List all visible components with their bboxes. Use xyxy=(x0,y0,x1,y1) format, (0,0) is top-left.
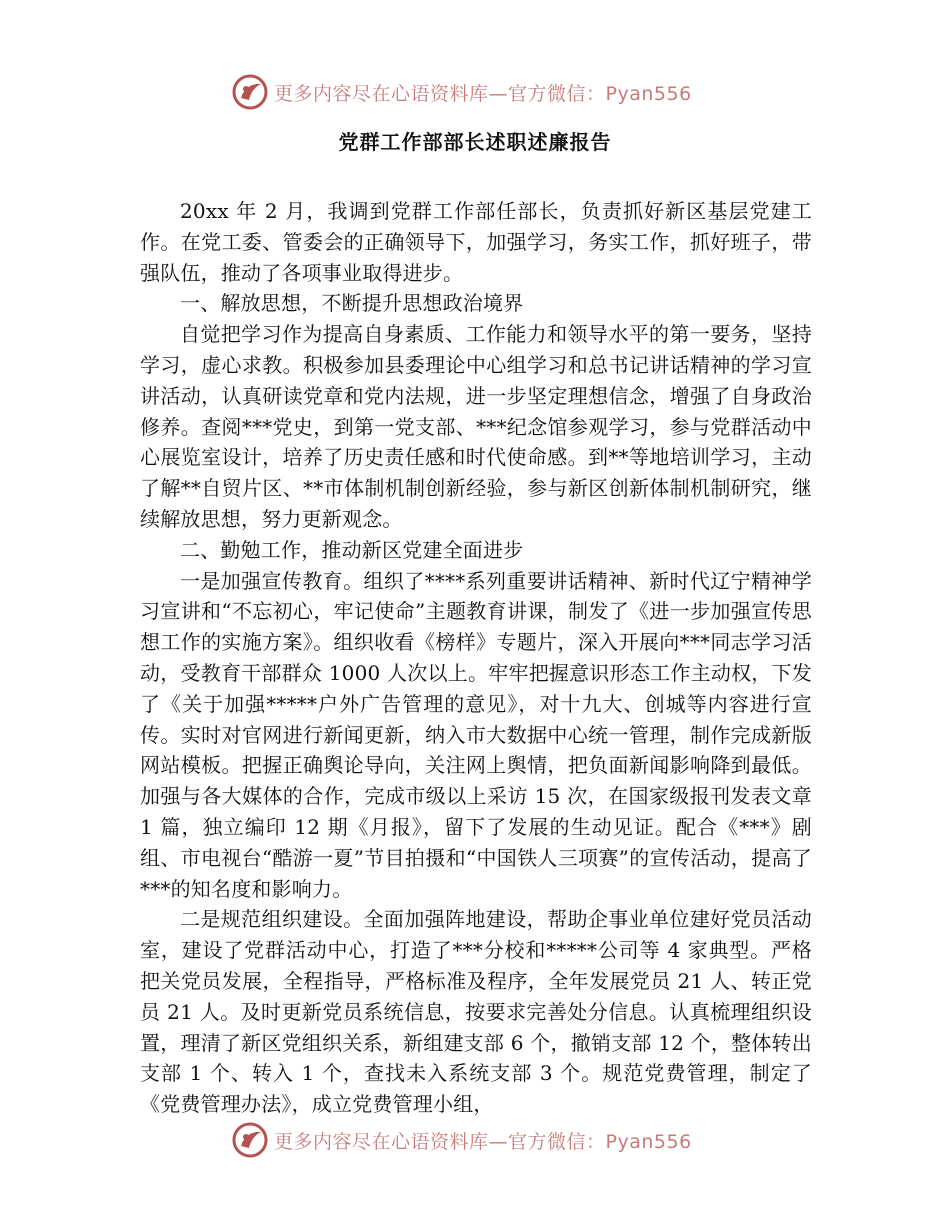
paragraph-study: 自觉把学习作为提高自身素质、工作能力和领导水平的第一要务，坚持学习，虚心求教。积极参加县委理论中心组学习和总书记讲话精神的学习宣讲活动，认真研读党章和党内法规，进一步坚定理想信念，增强了自身政治修养。查阅***党史，到第一党支部、***纪念馆参观学习，参与党群活动中心展览室设计，培养了历史责任感和时代使命感。到**等地培训学习，主动了解**自贸片区、**市体制机制创新经验，参与新区创新体制机制研究，继续解放思想，努力更新观念。 xyxy=(140,322,812,531)
paragraph-publicity: 一是加强宣传教育。组织了****系列重要讲话精神、新时代辽宁精神学习宣讲和“不忘初心，牢记使命”主题教育讲课，制发了《进一步加强宣传思想工作的实施方案》。组织收看《榜样》专题片，深入开展向***同志学习活动，受教育干部群众 1000 人次以上。牢牢把握意识形态工作主动权，下发了《关于加强*****户外广告管理的意见》，对十九大、创城等内容进行宣传。实时对官网进行新闻更新，纳入市大数据中心统一管理，制作完成新版网站模板。把握正确舆论导向，关注网上舆情，把负面新闻影响降到最低。加强与各大媒体的合作，完成市级以上采访 15 次，在国家级报刊发表文章 1 篇，独立编印 12 期《月报》，留下了发展的生动见证。配合《***》剧组、市电视台“酷游一夏”节目拍摄和“中国铁人三项赛”的宣传活动，提高了***的知名度和影响力。 xyxy=(140,568,812,901)
watermark-text: 更多内容尽在心语资料库—官方微信：Pyan556 xyxy=(274,82,692,105)
paragraph-intro: 20xx 年 2 月，我调到党群工作部任部长，负责抓好新区基层党建工作。在党工委、管委会的正确领导下，加强学习，务实工作，抓好班子，带强队伍，推动了各项事业取得进步。 xyxy=(140,199,812,285)
section-heading-1: 一、解放思想，不断提升思想政治境界 xyxy=(180,291,524,316)
watermark-text: 更多内容尽在心语资料库—官方微信：Pyan556 xyxy=(274,1130,692,1153)
document-title: 党群工作部部长述职述廉报告 xyxy=(338,130,612,154)
library-logo-icon xyxy=(232,74,268,110)
watermark-banner-bottom xyxy=(232,1120,712,1160)
paragraph-organization: 二是规范组织建设。全面加强阵地建设，帮助企事业单位建好党员活动室，建设了党群活动中心，打造了***分校和*****公司等 4 家典型。严格把关党员发展，全程指导，严格标准及程序，全年发展党员 21 人、转正党员 21 人。及时更新党员系统信息，按要求完善处分信息。认真梳理组织设置，理清了新区党组织关系，新组建支部 6 个，撤销支部 12 个，整体转出支部 1 个、转入 1 个，查找未入系统支部 3 个。规范党费管理，制定了《党费管理办法》，成立党费管理小组， xyxy=(140,907,812,1117)
section-heading-2: 二、勤勉工作，推动新区党建全面进步 xyxy=(180,537,524,562)
library-logo-icon xyxy=(232,1122,268,1158)
watermark-banner-top xyxy=(232,72,712,112)
document-body xyxy=(140,196,812,1120)
